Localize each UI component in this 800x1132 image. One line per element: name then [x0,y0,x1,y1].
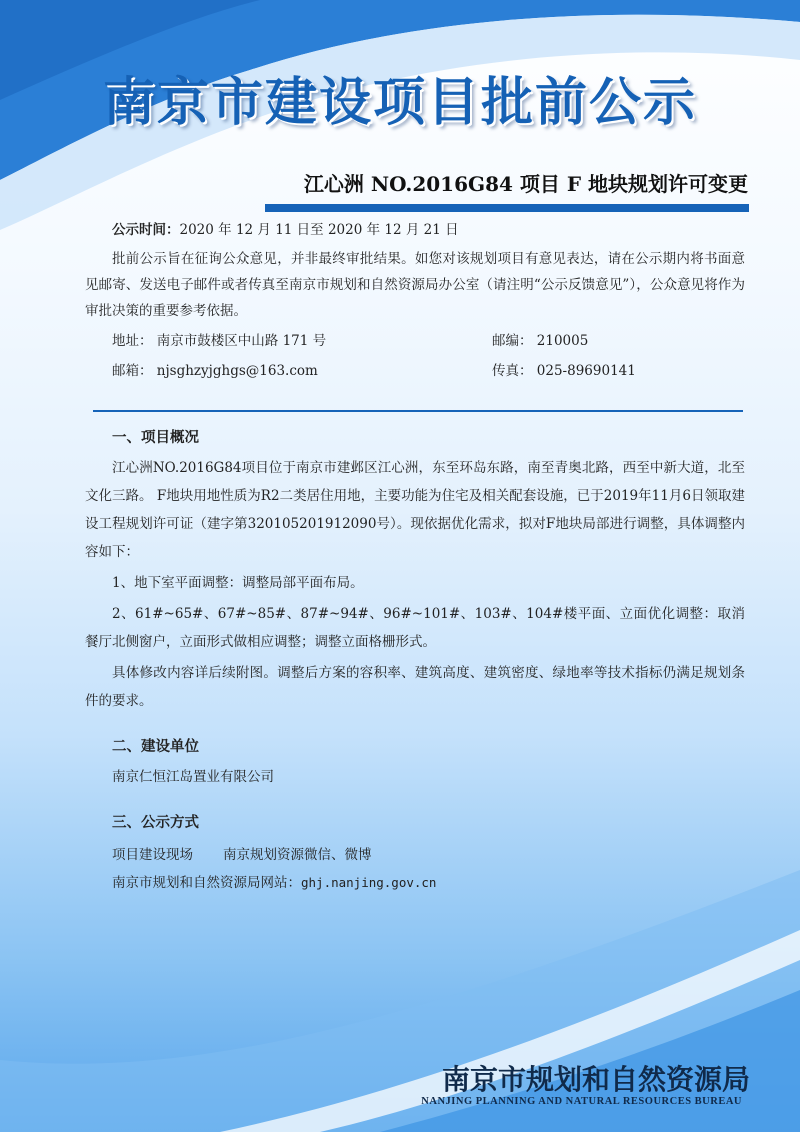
notice-time-label: 公示时间： [112,222,180,238]
subtitle-underline [265,204,749,212]
section1-item1: 1、地下室平面调整：调整局部平面布局。 [112,575,364,591]
bureau-name-en: NANJING PLANNING AND NATURAL RESOURCES BUREAU [421,1096,742,1107]
section2-heading: 二、建设单位 [112,739,199,755]
fax-text: 传真： 025-89690141 [492,363,636,379]
notice-time-value: 2020 年 12 月 11 日至 2020 年 12 月 21 日 [179,222,459,238]
contact-row-2 [85,356,745,386]
section1-item2: 2、61#~65#、67#~85#、87#~94#、96#~101#、103#、104#楼平面、立面优化调整：取消餐厅北侧窗户，立面形式做相应调整；调整立面格栅形式。 [85,606,745,650]
document-subtitle: 江心洲 NO.2016G84 项目 F 地块规划许可变更 [303,172,748,196]
method-wechat: 南京规划资源微信、微博 [223,847,372,863]
address-text: 地址： 南京市鼓楼区中山路 171 号 [112,333,327,349]
postcode-text: 邮编： 210005 [492,333,589,349]
section1-heading: 一、项目概况 [112,430,199,446]
section3-heading: 三、公示方式 [112,815,199,831]
intro-paragraph: 批前公示旨在征询公众意见，并非最终审批结果。如您对该规划项目有意见表达，请在公示期内将书面意见邮寄、发送电子邮件或者传真至南京市规划和自然资源局办公室（请注明“公示反馈意见”），公众意见将作为审批决策的重要参考依据。 [85,251,745,319]
section1-paragraph1: 江心洲NO.2016G84项目位于南京市建邺区江心洲，东至环岛东路，南至青奥北路，西至中新大道，北至文化三路。 F地块用地性质为R2二类居住用地，主要功能为住宅及相关配套设施，已于2019年11月6日领取建设工程规划许可证（建字第320105201912090号）。现依据优化需求，拟对F地块局部进行调整，具体调整内容如下： [85,460,745,560]
company-name: 南京仁恒江岛置业有限公司 [112,769,274,785]
page-title: 南京市建设项目批前公示 [102,72,697,133]
section-divider [93,410,743,412]
email-text: 邮箱： njsghzyjghgs@163.com [112,363,318,379]
website-link[interactable]: ghj.nanjing.gov.cn [301,875,437,890]
notice-body [85,218,745,897]
method-site: 项目建设现场 [112,847,193,863]
contact-row-1 [85,326,745,356]
section1-paragraph2: 具体修改内容详后续附图。调整后方案的容积率、建筑高度、建筑密度、绿地率等技术指标仍满足规划条件的要求。 [85,665,745,709]
bureau-name-cn: 南京市规划和自然资源局 [441,1063,750,1096]
website-label: 南京市规划和自然资源局网站： [112,875,301,891]
